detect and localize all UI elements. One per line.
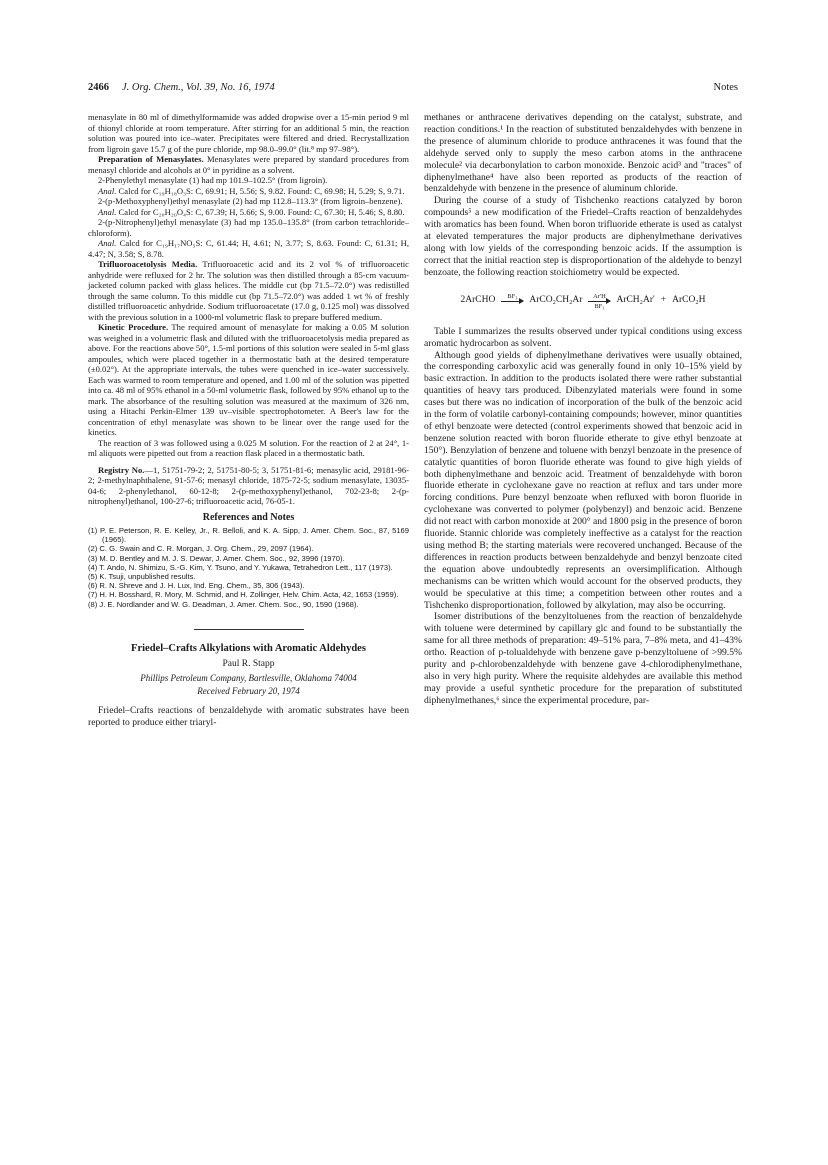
arrow-icon	[588, 301, 610, 302]
reaction-arrow	[501, 293, 523, 310]
article-divider	[194, 629, 304, 630]
reference-item: (2) C. G. Swain and C. R. Morgan, J. Org. Chem., 29, 2097 (1964).	[88, 544, 314, 554]
paragraph-text: Trifluoroacetic acid and its 2 vol % of trifluoroacetic anhydride were refluxed for 2 hr. The solution was then distilled through a 85-cm vacuum-jacketed column packed with glass helices. The middle cut (bp 71.5–72.0°) was redistilled through the same column. To this middle cut (bp 71.5–72.0°) was added 1 wt % of freshly distilled trifluoroacetic anhydride. Sodium trifluoroacetate (17.0 g, 0.125 mol) was dissolved with the previous solution in a 1000-ml volumetric flask to prepare buffered medium.	[88, 259, 409, 322]
paragraph: The reaction of 3 was followed using a 0.025 M solution. For the reaction of 2 at 24°, 1-ml aliquots were pipetted out from a reaction flask placed in a thermostatic bath.	[88, 437, 409, 458]
author-affiliation: Phillips Petroleum Company, Bartlesville, Oklahoma 74004	[140, 672, 357, 683]
paragraph	[88, 465, 409, 507]
paragraph	[88, 154, 409, 175]
run-in-heading: Trifluoroacetolysis Media.	[98, 259, 198, 269]
paragraph-text: Calcd for C₁₉H₁₇NO₅S: C, 61.44; H, 4.61; N, 3.77; S, 8.63. Found: C, 61.31; H, 4.47; N, 3.58; S, 8.78.	[88, 238, 409, 259]
reference-item: (6) R. N. Shreve and J. H. Lux, Ind. Eng. Chem., 35, 306 (1943).	[88, 581, 305, 591]
reference-item: (3) M. D. Bentley and M. J. S. Dewar, J. Amer. Chem. Soc., 92, 3996 (1970).	[88, 553, 345, 563]
equation-reactant: 2ArCHO	[460, 295, 496, 306]
reaction-equation	[424, 293, 742, 310]
article-title: Friedel–Crafts Alkylations with Aromatic Aldehydes	[131, 642, 366, 654]
paragraph: 2-Phenylethyl menasylate (1) had mp 101.9–102.5° (from ligroin).	[98, 175, 328, 185]
run-in-heading: Anal.	[98, 238, 117, 248]
reference-item: (4) T. Ando, N. Shimizu, S.-G. Kim, Y. Tsuno, and Y. Yukawa, Tetrahedron Lett., 117 (1973).	[88, 562, 393, 572]
paragraph	[88, 207, 409, 218]
paragraph: 2-(p-Nitrophenyl)ethyl menasylate (3) had mp 135.0–135.8° (from carbon tetrachloride–chloroform).	[88, 217, 409, 238]
run-in-heading: Kinetic Procedure.	[98, 322, 169, 332]
paragraph: Although good yields of diphenylmethane derivatives were usually obtained, the corresponding carboxylic acid was generally found in only 10–15% yield by basic extraction. In addition to the products isolated there were rather substantial quantities of heavy tars produced. Dibenzylated materials were found in some cases but there was no indication of incorporation of the bulk of the benzoic acid in the form of volatile carbonyl-containing compounds; however, minor quantities of ethyl benzoate were detected (control experiments showed that benzoic acid in benzene solution reacted with boron fluoride etherate to give ethyl benzoate at 150°). Benzylation of benzene and toluene with benzyl benzoate in the presence of catalytic quantities of boron fluoride etherate was found to give high yields of both diphenylmethane and benzoic acid. Treatment of benzaldehyde with boron fluoride etherate in cyclohexane gave no reaction at reflux and tars under more forcing conditions. Pure benzyl benzoate when refluxed with boron fluoride in cyclohexane was converted to polymer (polybenzyl) and benzoic acid. Benzene did not react with carbon monoxide at 200° and 1800 psig in the presence of boron fluoride. Stannic chloride was completely ineffective as a catalyst for the reaction using method B; the starting materials were recovered unchanged. Because of the differences in reaction products between benzaldehyde and benzyl benzoate cited the equation above undoubtedly represents an oversimplification. Although mechanisms can be written which would account for the observed products, they would be speculative at this time; a competition between other routes and a Tishchenko disproportionation, followed by alkylation, may also be occurring.	[424, 349, 742, 611]
paragraph: methanes or anthracene derivatives depending on the catalyst, substrate, and reaction conditions.¹ In the reaction of substituted benzaldehydes with benzene in the presence of aluminum chloride to produce anthracenes it was found that the aldehyde served only to supply the meso carbon atoms in the anthracene molecule² via decarbonylation to carbon monoxide. Benzoic acid³ and "traces" of diphenylmethane⁴ have also been reported as products of the reaction of benzaldehyde with benzene in the presence of aluminum chloride.	[424, 112, 742, 195]
received-date: Received February 20, 1974	[197, 686, 300, 697]
equation-product: ArCH₂Ar'	[616, 295, 655, 306]
paragraph: During the course of a study of Tishchenko reactions catalyzed by boron compounds⁵ a new modification of the Friedel–Crafts reaction of benzaldehydes with aromatics has been found. When boron trifluoride etherate is used as catalyst at elevated temperatures the major products are diphenylmethane derivatives along with low yields of the corresponding benzoic acids. If the assumption is correct that the initial reaction step is disproportionation of the aldehyde to benzyl benzoate, the following reaction stoichiometry would be expected.	[424, 195, 742, 278]
run-in-heading: Anal.	[98, 206, 117, 217]
right-column	[424, 112, 742, 707]
reference-item: (5) K. Tsuji, unpublished results.	[88, 572, 196, 582]
run-in-heading: Anal.	[98, 185, 117, 196]
reference-item: (8) J. E. Nordlander and W. G. Deadman, J. Amer. Chem. Soc., 90, 1590 (1968).	[88, 599, 359, 609]
reaction-arrow	[588, 293, 610, 310]
left-column	[88, 112, 409, 729]
arrow-label-bottom: BF₃	[594, 302, 605, 310]
paragraph-text: Calcd for C₁₉H₁₈O₃S: C, 69.91; H, 5.56; S, 9.82. Found: C, 69.98; H, 5.29; S, 9.71.	[116, 185, 405, 196]
run-in-heading: Preparation of Menasylates.	[98, 154, 204, 164]
running-header	[88, 82, 738, 96]
paragraph-text: Calcd for C₂₀H₂₀O₄S: C, 67.39; H, 5.66; S, 9.00. Found: C, 67.30; H, 5.46; S, 8.80.	[116, 206, 405, 217]
reference-list	[88, 526, 409, 609]
run-in-heading: Registry No.	[98, 464, 145, 475]
paragraph	[88, 238, 409, 259]
paragraph-text: The required amount of menasylate for making a 0.05 M solution was weighed in a volumetric flask and diluted with the trifluoroacetolysis media prepared as above. For the reactions above 50°, 1.5-ml portions of this solution were sealed in 5-ml glass ampoules, which were placed together in a thermostatic bath at the desired temperature (±0.02°). At the appropriate intervals, the tubes were quenched in ice–water successively. Each was warmed to room temperature and opened, and 1.00 ml of the solution was pipetted into ca. 48 ml of 95% ethanol in a 50-ml volumetric flask, followed by 95% ethanol up to the mark. The absorbance of the resulting solution was measured at the maximum of 326 nm, using a Hitachi Perkin-Elmer 139 uv–visible spectrophotometer. A Beer's law for the concentration of ethyl menasylate was shown to be linear over the range used for the kinetics.	[88, 322, 409, 437]
reference-item: (1) P. E. Peterson, R. E. Kelley, Jr., R. Belloli, and K. A. Sipp, J. Amer. Chem. Soc., 87, 5169 (1965).	[88, 526, 409, 545]
paragraph-text: Menasylates were prepared by standard procedures from menasyl chloride and alcohols at 0° in pyridine as a solvent.	[88, 154, 409, 175]
paragraph	[88, 186, 409, 197]
paragraph-text: —1, 51751-79-2; 2, 51751-80-5; 3, 51751-81-6; menasylic acid, 29181-96-2; 2-methylnaphthalene, 91-57-6; menasyl chloride, 1875-72-5; sodium menasylate, 13035-04-6; 2-phenylethanol, 60-12-8; 2-(p-methoxyphenyl)ethanol, 702-23-8; 2-(p-nitrophenyl)ethanol, 100-27-6; trifluoroacetic acid, 76-05-1.	[88, 464, 409, 506]
paragraph: Isomer distributions of the benzyltoluenes from the reaction of benzaldehyde with toluene were determined by capillary glc and found to be substantially the same for all three methods of preparation: 49–51% para, 7–8% meta, and 41–43% ortho. Reaction of p-tolualdehyde with benzene gave p-benzyltoluene of >99.5% purity and p-chlorobenzaldehyde with benzene gave 4-chlorodiphenylmethane, also in very high purity. Where the requisite aldehydes are available this method may provide a useful synthetic procedure for the preparation of substituted diphenylmethanes,⁶ since the experimental procedure, par-	[424, 611, 742, 706]
paragraph	[88, 259, 409, 322]
reference-item: (7) H. H. Bosshard, R. Mory, M. Schmid, and H. Zollinger, Helv. Chim. Acta, 42, 1653 (1959).	[88, 590, 399, 600]
paragraph: Friedel–Crafts reactions of benzaldehyde with aromatic substrates have been reported to produce either triaryl-	[88, 704, 409, 728]
equation-plus: +	[660, 295, 667, 306]
journal-citation: J. Org. Chem., Vol. 39, No. 16, 1974	[122, 82, 275, 93]
paragraph: 2-(p-Methoxyphenyl)ethyl menasylate (2) had mp 112.8–113.3° (from ligroin–benzene).	[98, 196, 403, 206]
arrow-icon	[501, 301, 523, 302]
arrow-label-top: Ar'H	[593, 292, 606, 300]
author-name: Paul R. Stapp	[222, 659, 275, 670]
paragraph: Table I summarizes the results observed under typical conditions using excess aromatic hydrocarbon as solvent.	[424, 325, 742, 349]
paragraph: menasylate in 80 ml of dimethylformamide was added dropwise over a 15-min period 9 ml of thionyl chloride at room temperature. After stirring for an additional 5 min, the reaction solution was poured into ice–water. Precipitates were filtered and dried. Recrystallization from ligroin gave 15.7 g of the pure chloride, mp 98.0–99.0° (lit.⁸ mp 97–98°).	[88, 112, 409, 154]
arrow-label-top: BF₃	[507, 292, 518, 300]
page-number: 2466	[88, 82, 109, 93]
section-label: Notes	[713, 82, 738, 93]
equation-product: ArCO₂H	[672, 295, 706, 306]
references-heading: References and Notes	[202, 511, 295, 523]
equation-intermediate: ArCO₂CH₂Ar	[529, 295, 583, 306]
paragraph	[88, 322, 409, 438]
